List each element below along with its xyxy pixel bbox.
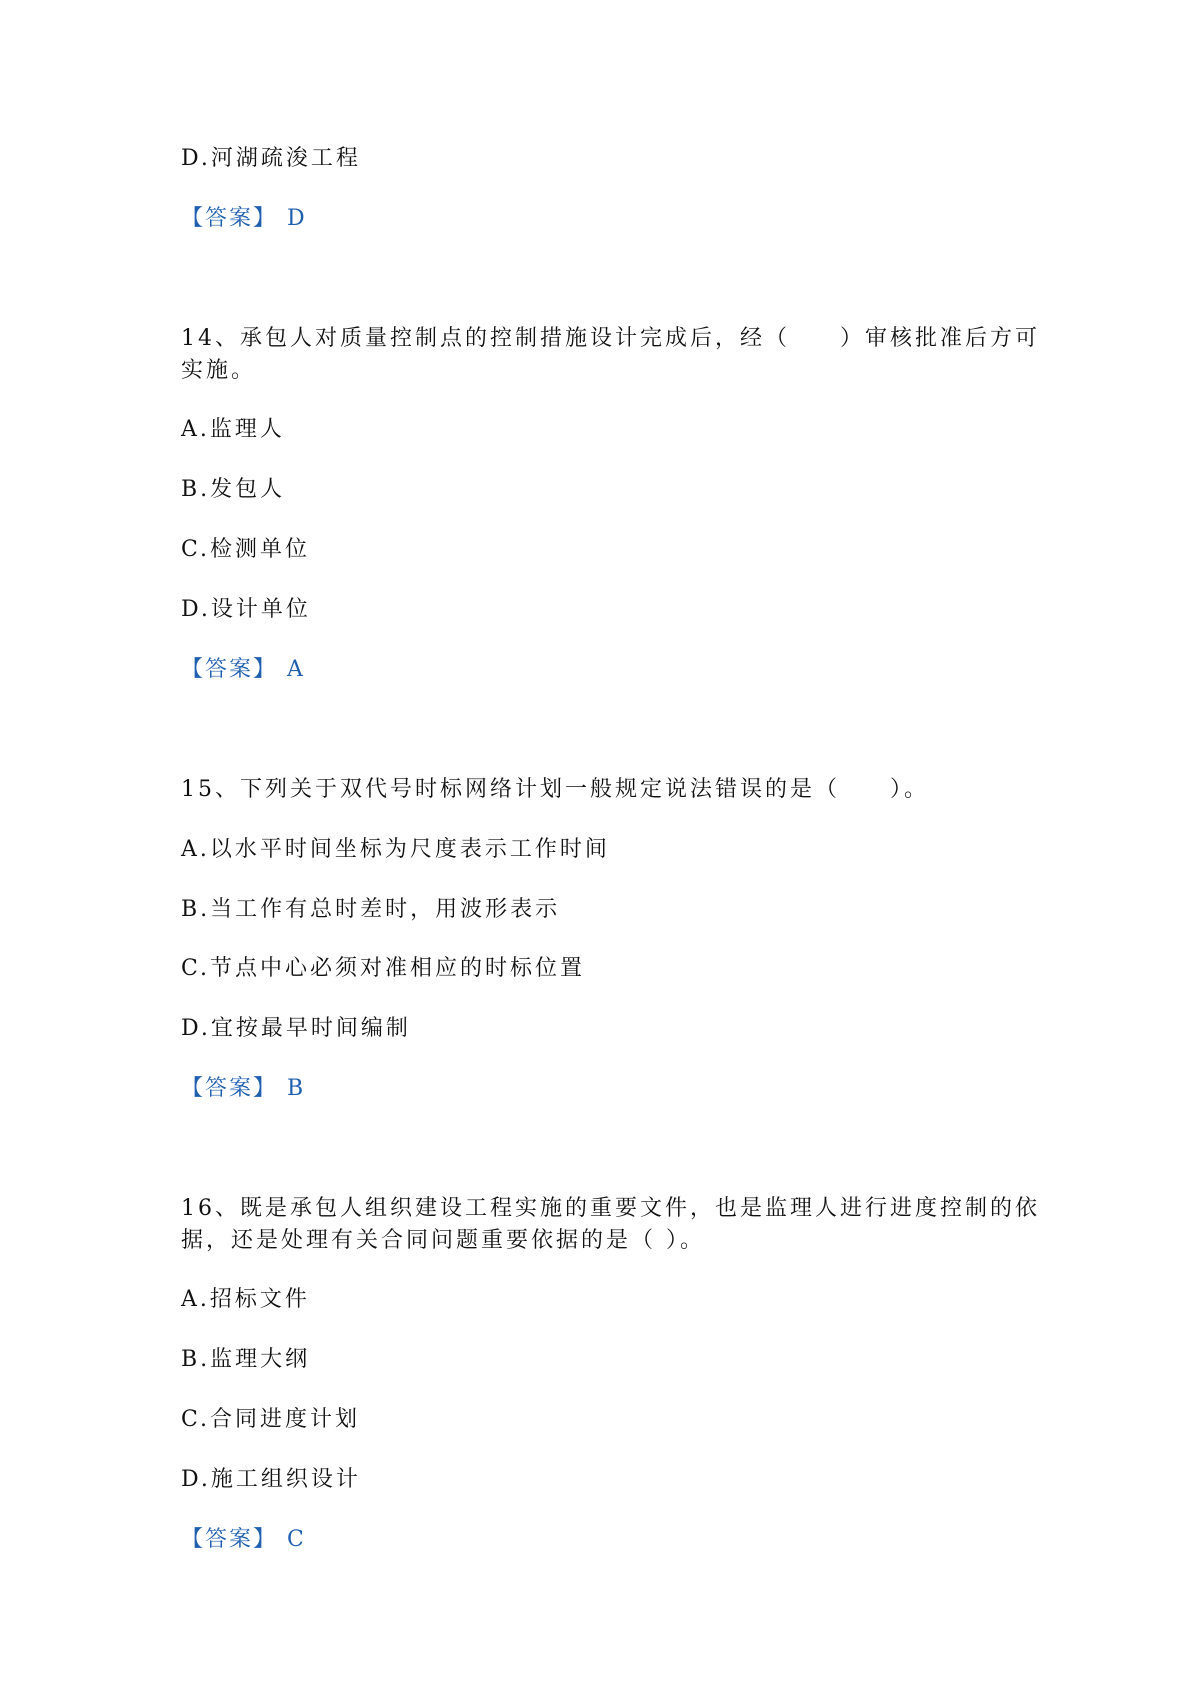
prev-answer: [181, 203, 305, 235]
question-15-option-d: D.宜按最早时间编制: [181, 1016, 411, 1041]
question-14-option-c: C.检测单位: [181, 537, 311, 562]
question-14-stem-line1: 14、承包人对质量控制点的控制措施设计完成后，经（ ）审核批准后方可: [181, 326, 1040, 351]
question-16-answer: [181, 1524, 304, 1556]
question-16-option-c: C.合同进度计划: [181, 1407, 361, 1432]
question-15-option-b: B.当工作有总时差时，用波形表示: [181, 897, 561, 922]
question-14-option-d: D.设计单位: [181, 597, 311, 622]
question-16-stem-line1: 16、既是承包人组织建设工程实施的重要文件，也是监理人进行进度控制的依: [181, 1196, 1040, 1221]
question-16-option-a: A.招标文件: [181, 1287, 310, 1312]
prev-option-d: D.河湖疏浚工程: [181, 146, 361, 171]
answer-value: D: [287, 206, 305, 231]
answer-value: B: [287, 1076, 304, 1101]
question-15-stem-line1: 15、下列关于双代号时标网络计划一般规定说法错误的是（ ）。: [181, 777, 929, 802]
question-14-stem-line2: 实施。: [181, 358, 257, 383]
question-14-option-a: A.监理人: [181, 417, 285, 442]
answer-label: 【答案】: [181, 1076, 278, 1101]
answer-label: 【答案】: [181, 206, 278, 231]
question-16-option-d: D.施工组织设计: [181, 1467, 361, 1492]
question-14-answer: [181, 654, 303, 686]
answer-label: 【答案】: [181, 657, 278, 682]
question-15-option-c: C.节点中心必须对准相应的时标位置: [181, 956, 586, 981]
question-16-stem-line2: 据，还是处理有关合同问题重要依据的是（ ）。: [181, 1228, 705, 1253]
question-15-answer: [181, 1073, 303, 1105]
answer-label: 【答案】: [181, 1527, 278, 1552]
answer-value: A: [287, 657, 303, 682]
question-16-option-b: B.监理大纲: [181, 1347, 311, 1372]
question-14-option-b: B.发包人: [181, 477, 286, 502]
question-15-option-a: A.以水平时间坐标为尺度表示工作时间: [181, 837, 610, 862]
answer-value: C: [287, 1527, 304, 1552]
